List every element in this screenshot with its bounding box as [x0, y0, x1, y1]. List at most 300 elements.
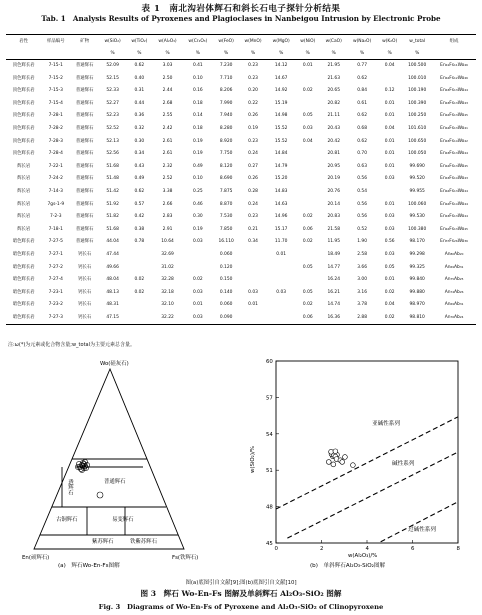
table-cell: [267, 274, 295, 287]
table-cell: 0.34: [248, 239, 258, 245]
table-cell: 0.05: [384, 264, 395, 270]
table-cell: 20.65: [327, 88, 341, 94]
table-cell: 99.325: [409, 264, 425, 270]
table-cell: 0.61: [357, 100, 367, 106]
table-cell: 0.02: [134, 289, 145, 295]
table-cell: 普通辉石: [75, 163, 94, 169]
table-cell: [126, 249, 153, 262]
table-cell: 0.03: [384, 176, 395, 182]
table-cell: 7-27-1: [48, 252, 63, 257]
table-cell: 49.66: [106, 264, 119, 270]
table-cell: 普通辉石: [75, 75, 94, 81]
field-peralkaline: 过碱性系列: [408, 527, 436, 533]
table-cell: 20.82: [327, 100, 341, 106]
table-unit-cell: %: [182, 50, 213, 60]
table-cell: 0.49: [192, 163, 203, 169]
table-header-cell: w(Al₂O₃): [153, 35, 183, 51]
table-cell: 52.52: [106, 126, 119, 132]
table-cell: 0.21: [248, 226, 258, 232]
figure-b: [240, 353, 482, 575]
table-cell: 0.19: [192, 138, 203, 144]
table-cell: 0.01: [384, 100, 395, 106]
table-cell: 0.42: [134, 214, 145, 220]
apex-right-label: Fs(铁辉石): [172, 555, 199, 561]
table-cell: [239, 274, 267, 287]
figure-b-caption: (b) 单斜辉石Al₂O₃-SiO₂图解: [310, 563, 386, 569]
table-cell: 51.68: [106, 163, 119, 169]
table-cell: 2.61: [162, 151, 173, 157]
table-cell: 32.22: [153, 312, 183, 325]
table-row: [6, 173, 476, 186]
table-cell: 2.55: [162, 113, 173, 119]
table-cell: [295, 161, 320, 174]
table-cell: 普通辉石: [75, 239, 94, 245]
table-header-cell: w(SiO₂): [99, 35, 126, 51]
table-cell: 顶色辉长岩: [12, 126, 35, 132]
table-cell: 0.62: [357, 138, 367, 144]
table-cell: 15.20: [274, 176, 288, 182]
table-cell: 0.02: [192, 277, 203, 283]
table-cell: 7-27-3: [41, 312, 70, 325]
table-cell: 0.34: [134, 151, 145, 157]
table-cell: 7.850: [219, 226, 233, 232]
analysis-table: [6, 34, 476, 325]
table-cell: 0.05: [302, 289, 313, 295]
table-header-cell: w(NiO): [295, 35, 320, 51]
table-cell: 0.30: [192, 214, 203, 220]
table-cell: 99.690: [409, 163, 425, 169]
figure-title-cn: 图 3 辉石 Wo-En-Fs 图解及单斜辉石 Al₂O₃-SiO₂ 图解: [140, 589, 342, 598]
table-cell: 0.70: [357, 151, 367, 157]
table-unit-cell: %: [320, 50, 347, 60]
table-cell: [126, 312, 153, 325]
table-cell: 普通辉石: [75, 63, 94, 69]
table-cell: 7-15-2: [48, 75, 63, 81]
table-cell: [295, 98, 320, 111]
table-cell: 0.56: [357, 201, 367, 207]
table-cell: 0.150: [219, 277, 233, 283]
table-cell: 21.63: [327, 75, 341, 81]
table-cell: En₄₂Fs₁₃Wo₄₄: [440, 189, 468, 195]
table-cell: 0.03: [192, 289, 203, 295]
table-cell: 99.840: [409, 277, 425, 283]
table-unit-cell: %: [295, 50, 320, 60]
x-tick-label: 6: [411, 546, 415, 552]
table-cell: 14.63: [274, 201, 288, 207]
table-cell: 7-28-1: [48, 113, 63, 119]
table-cell: 52.13: [106, 138, 119, 144]
table-cell: 52.09: [106, 63, 119, 69]
table-cell: 8.920: [219, 138, 233, 144]
table-cell: 100.380: [408, 226, 427, 232]
table-unit-cell: [432, 50, 476, 60]
table-cell: 14.98: [274, 113, 288, 119]
table-cell: En₄₁Fs₁₁Wo₄₆: [440, 63, 468, 69]
table-cell: 7-24-2: [48, 176, 63, 182]
table-cell: [295, 274, 320, 287]
table-header-cell: w(TiO₂): [126, 35, 153, 51]
y-tick-label: 57: [266, 395, 273, 402]
table-cell: 100.060: [408, 201, 427, 207]
table-header-cell: w(Cr₂O₃): [182, 35, 213, 51]
table-cell: En₄₃Fs₁₃Wo₄₄: [440, 151, 468, 157]
table-cell: 48.31: [106, 302, 119, 308]
table-cell: 0.32: [134, 126, 145, 132]
x-tick-label: 2: [320, 546, 324, 552]
table-header-cell: 岩性: [6, 35, 41, 51]
table-row: [6, 85, 476, 98]
table-cell: 7.710: [219, 75, 233, 81]
table-unit-cell: %: [347, 50, 377, 60]
table-row: [6, 236, 476, 249]
table-cell: 0.03: [276, 289, 287, 295]
table-header-cell: w(CaO): [320, 35, 347, 51]
table-cell: En₄₃Fs₁₄Wo₄₂: [440, 138, 468, 144]
table-row: [6, 274, 476, 287]
table-cell: 51.48: [106, 176, 119, 182]
table-cell: 32.10: [161, 302, 174, 308]
table-cell: 32.69: [161, 252, 174, 257]
table-cell: An₇₅Ab₂₅: [444, 277, 464, 283]
scatter-point: [331, 462, 336, 467]
table-cell: 钙长石: [78, 302, 92, 308]
table-cell: 0.140: [219, 289, 233, 295]
table-cell: 0.40: [134, 75, 145, 81]
table-cell: 0.23: [248, 63, 258, 69]
table-cell: 14.83: [274, 189, 288, 195]
table-unit-cell: %: [213, 50, 239, 60]
table-cell: 0.28: [248, 189, 258, 195]
table-cell: 2.58: [357, 252, 367, 257]
table-cell: 14.92: [274, 88, 288, 94]
table-cell: 15.52: [274, 138, 288, 144]
table-cell: En₄₃Fs₁₃Wo₄₄: [440, 214, 468, 220]
table-cell: 0.24: [248, 201, 258, 207]
table-header-cell: w(MgO): [267, 35, 295, 51]
table-cell: 51.68: [106, 226, 119, 232]
table-cell: [295, 186, 320, 199]
table-cell: 2.91: [162, 226, 173, 232]
table-cell: 0.25: [192, 189, 203, 195]
table-cell: 47.15: [99, 312, 126, 325]
table-cell: 2.44: [162, 88, 173, 94]
table-row: [6, 287, 476, 300]
table-cell: 10.64: [161, 239, 174, 245]
table-cell: 普通辉石: [75, 176, 94, 182]
table-cell: 2.52: [162, 176, 173, 182]
table-cell: 0.43: [134, 163, 145, 169]
table-cell: 3.03: [162, 63, 173, 69]
table-cell: 7.530: [219, 214, 233, 220]
table-cell: 0.52: [357, 226, 367, 232]
scatter-point: [340, 460, 345, 465]
table-cell: 0.19: [192, 151, 203, 157]
table-cell: 16.36: [320, 312, 347, 325]
table-cell: 101.610: [408, 126, 427, 132]
table-cell: 0.68: [357, 126, 367, 132]
table-cell: 普通辉石: [75, 151, 94, 157]
table-cell: 0.03: [182, 312, 213, 325]
table-cell: 20.76: [327, 189, 341, 195]
table-cell: 0.36: [134, 113, 145, 119]
table-cell: 7-15-1: [48, 63, 63, 69]
table-cell: 0.31: [134, 88, 145, 94]
table-cell: 暗色辉长岩: [12, 252, 35, 257]
table-cell: 2.32: [162, 163, 173, 169]
table-cell: 普通辉石: [75, 226, 94, 232]
table-cell: 辉长岩: [17, 214, 31, 220]
table-cell: 16.24: [327, 277, 341, 283]
table-cell: 100.390: [408, 100, 427, 106]
table-cell: 0.01: [384, 163, 395, 169]
table-cell: [295, 199, 320, 212]
table-cell: 0.12: [384, 88, 395, 94]
table-header-cell: w(Na₂O): [347, 35, 377, 51]
pyroxene-point-outlier: [97, 492, 103, 498]
table-cell: 暗色辉长岩: [12, 289, 35, 295]
table-cell: 0.060: [219, 302, 233, 308]
table-row: [6, 211, 476, 224]
table-cell: [295, 148, 320, 161]
table-cell: 1.90: [357, 239, 367, 245]
table-cell: [239, 249, 267, 262]
table-cell: En₄₂Fs₁₃Wo₄₅: [440, 163, 468, 169]
table-cell: 0.01: [276, 252, 287, 257]
table-cell: 0.10: [192, 176, 203, 182]
table-cell: 51.82: [106, 214, 119, 220]
table-row: [6, 262, 476, 275]
table-cell: 暗色辉长岩: [12, 264, 35, 270]
table-cell: 0.14: [192, 113, 203, 119]
table-cell: 21.95: [327, 63, 341, 69]
table-cell: 99.298: [409, 252, 425, 257]
table-cell: 48.13: [106, 289, 119, 295]
table-row: [6, 60, 476, 73]
table-cell: 16.21: [327, 289, 341, 295]
figure-title-en: Fig. 3 Diagrams of Wo-En-Fs of Pyroxene and Al₂O₃-SiO₂ of Clinopyroxene: [98, 603, 384, 611]
table-cell: 辉长岩: [17, 201, 31, 207]
x-axis-label: w(Al₂O₃)/%: [348, 553, 378, 559]
x-tick-label: 4: [365, 546, 369, 552]
table-header-cell: w_total: [402, 35, 432, 51]
table-cell: 31.02: [161, 264, 174, 270]
table-header-cell: w(K₂O): [377, 35, 402, 51]
table-cell: 0.05: [302, 264, 313, 270]
table-cell: 0.78: [134, 239, 145, 245]
table-cell: 7-14-3: [48, 189, 63, 195]
figure-a-caption: (a) 辉石Wo-En-Fs图解: [58, 563, 120, 569]
table-cell: 钙长石: [78, 264, 92, 270]
table-unit-cell: [41, 50, 70, 60]
table-header-cell: w(MnO): [239, 35, 267, 51]
table-cell: 0.01: [384, 151, 395, 157]
table-cell: En₄₃Fs₁₄Wo₄₃: [440, 176, 468, 182]
table-cell: 7-27-2: [48, 264, 63, 270]
table-cell: 7-23-1: [48, 289, 63, 295]
y-tick-label: 51: [266, 468, 273, 475]
table-cell: 0.03: [302, 126, 313, 132]
table-cell: 0.04: [384, 63, 395, 69]
table-cell: 2.50: [162, 75, 173, 81]
table-cell: 0.04: [302, 138, 313, 144]
table-cell: 0.02: [302, 302, 313, 308]
table-note: 注:ω(*)为元素或化合物含量;w_total为主要元素总含量。: [8, 342, 135, 348]
table-cell: 14.96: [274, 214, 288, 220]
table-cell: 0.03: [384, 214, 395, 220]
table-cell: 0.02: [302, 88, 313, 94]
table-cell: 2.61: [162, 138, 173, 144]
table-cell: 20.19: [327, 176, 341, 182]
table-cell: En₄₂Fs₁₂Wo₄₆: [440, 75, 468, 81]
table-cell: 2.68: [162, 100, 173, 106]
table-cell: 0.19: [192, 226, 203, 232]
table-cell: 0.090: [213, 312, 239, 325]
table-cell: 暗色辉长岩: [6, 312, 41, 325]
table-cell: 0.20: [248, 88, 258, 94]
table-cell: 52.33: [106, 88, 119, 94]
table-cell: 0.38: [134, 226, 145, 232]
table-row: [6, 312, 476, 325]
apex-left-label: En(顽辉石): [22, 555, 50, 561]
table-cell: 0.41: [192, 63, 203, 69]
table-cell: 51.42: [106, 189, 119, 195]
table-cell: 21.58: [327, 226, 341, 232]
table-cell: 0.26: [248, 113, 258, 119]
table-cell: [295, 73, 320, 86]
table-cell: 99.955: [409, 189, 425, 195]
field-pigeonite: 易变辉石: [112, 517, 134, 523]
table-cell: 7.230: [219, 63, 233, 69]
table-cell: 98.810: [402, 312, 432, 325]
table-cell: 0.56: [357, 214, 367, 220]
table-cell: 7-18-1: [48, 226, 63, 232]
table-cell: 暗色辉长岩: [12, 277, 35, 283]
table-title-cn: 表 1 南北沟岩体辉石和斜长石电子探针分析结果: [141, 4, 341, 14]
table-unit-cell: %: [126, 50, 153, 60]
table-cell: 0.02: [377, 312, 402, 325]
table-cell: 7-27-4: [48, 277, 63, 283]
table-cell: 辉长岩: [17, 163, 31, 169]
table-cell: 0.62: [357, 113, 367, 119]
figure-source-note: 图(a)底图引自文献[9];图(b)底图引自文献[10]: [185, 580, 297, 586]
table-cell: 2.66: [162, 201, 173, 207]
table-cell: An₇₆Ab₂₄: [432, 312, 476, 325]
table-cell: 2.42: [162, 126, 173, 132]
table-cell: 100.190: [408, 88, 427, 94]
table-cell: 0.22: [248, 100, 258, 106]
table-cell: En₄₂Fs₁₄Wo₄₄: [440, 201, 468, 207]
table-cell: 0.16: [192, 88, 203, 94]
table-cell: 0.02: [384, 289, 395, 295]
table-cell: 0.49: [134, 176, 145, 182]
table-cell: 0.63: [357, 163, 367, 169]
table-cell: 20.81: [327, 151, 341, 157]
table-cell: 7-2-3: [50, 214, 62, 220]
table-title-en: Tab. 1 Analysis Results of Pyroxenes and Plagioclases in Nanbeigou Intrusion by Electronic Probe: [41, 14, 441, 23]
table-cell: 顶色辉长岩: [12, 113, 35, 119]
table-cell: 8.690: [219, 176, 233, 182]
table-cell: 0.04: [384, 302, 395, 308]
table-cell: 0.84: [357, 88, 367, 94]
table-cell: 钙长石: [78, 277, 92, 283]
table-cell: 0.01: [192, 302, 203, 308]
table-cell: 3.16: [357, 289, 367, 295]
scatter-point: [326, 460, 331, 465]
table-cell: 3.00: [357, 277, 367, 283]
table-header-cell: 矿物: [70, 35, 99, 51]
table-cell: 3.66: [357, 264, 367, 270]
table-cell: [126, 262, 153, 275]
table-cell: 20.14: [327, 201, 341, 207]
table-row: [6, 249, 476, 262]
table-cell: 0.62: [134, 63, 145, 69]
table-unit-cell: %: [153, 50, 183, 60]
table-cell: En₄₃Fs₁₃Wo₄₃: [440, 100, 468, 106]
y-tick-label: 48: [266, 504, 273, 511]
table-cell: 48.04: [106, 277, 119, 283]
table-cell: 14.74: [327, 302, 341, 308]
table-cell: 14.84: [274, 151, 288, 157]
figure-a: [0, 353, 240, 575]
table-cell: 7.875: [219, 189, 233, 195]
table-cell: 15.19: [274, 100, 288, 106]
table-cell: 7-15-4: [48, 100, 63, 106]
table-cell: 100.050: [408, 151, 427, 157]
table-cell: 15.52: [274, 126, 288, 132]
table-row: [6, 224, 476, 237]
table-cell: [295, 249, 320, 262]
table-cell: 0.44: [134, 100, 145, 106]
table-cell: 0.23: [248, 138, 258, 144]
table-cell: 100.500: [408, 63, 427, 69]
table-unit-cell: [70, 50, 99, 60]
field-augite: 普通辉石: [104, 479, 126, 485]
field-hypersthene: 紫苏辉石: [92, 539, 114, 545]
table-cell: [267, 312, 295, 325]
table-cell: 52.56: [106, 151, 119, 157]
table-cell: 顶色辉长岩: [12, 138, 35, 144]
field-clinoenstatite: 古铜辉石: [56, 517, 78, 523]
series-boundary-line: [276, 417, 458, 509]
table-cell: 99.520: [409, 176, 425, 182]
table-cell: 0.03: [192, 239, 203, 245]
table-cell: 52.15: [106, 75, 119, 81]
table-cell: 0.62: [357, 75, 367, 81]
field-subalkaline: 亚碱性系列: [372, 421, 400, 427]
table-cell: 普通辉石: [75, 201, 94, 207]
field-ferrosilite: 铁紫苏辉石: [130, 539, 157, 545]
table-cell: 7.990: [219, 100, 233, 106]
wo-points: [75, 459, 103, 498]
table-cell: 0.24: [248, 151, 258, 157]
table-cell: 100.650: [408, 138, 427, 144]
table-row: [6, 98, 476, 111]
table-cell: 0.54: [357, 189, 367, 195]
table-cell: 0.03: [384, 226, 395, 232]
table-cell: 暗色辉长岩: [12, 302, 35, 308]
table-cell: 20.42: [327, 138, 341, 144]
table-cell: 0.01: [384, 138, 395, 144]
table-cell: 14.67: [274, 75, 288, 81]
table-cell: 0.56: [357, 176, 367, 182]
table-cell: 普通辉石: [75, 138, 94, 144]
table-cell: 14.79: [274, 163, 288, 169]
table-cell: An₆₉Ab₃₁: [444, 302, 464, 308]
table-cell: 0.27: [248, 163, 258, 169]
table-cell: 2.88: [347, 312, 377, 325]
table-cell: [182, 262, 213, 275]
table-cell: 0.01: [384, 277, 395, 283]
